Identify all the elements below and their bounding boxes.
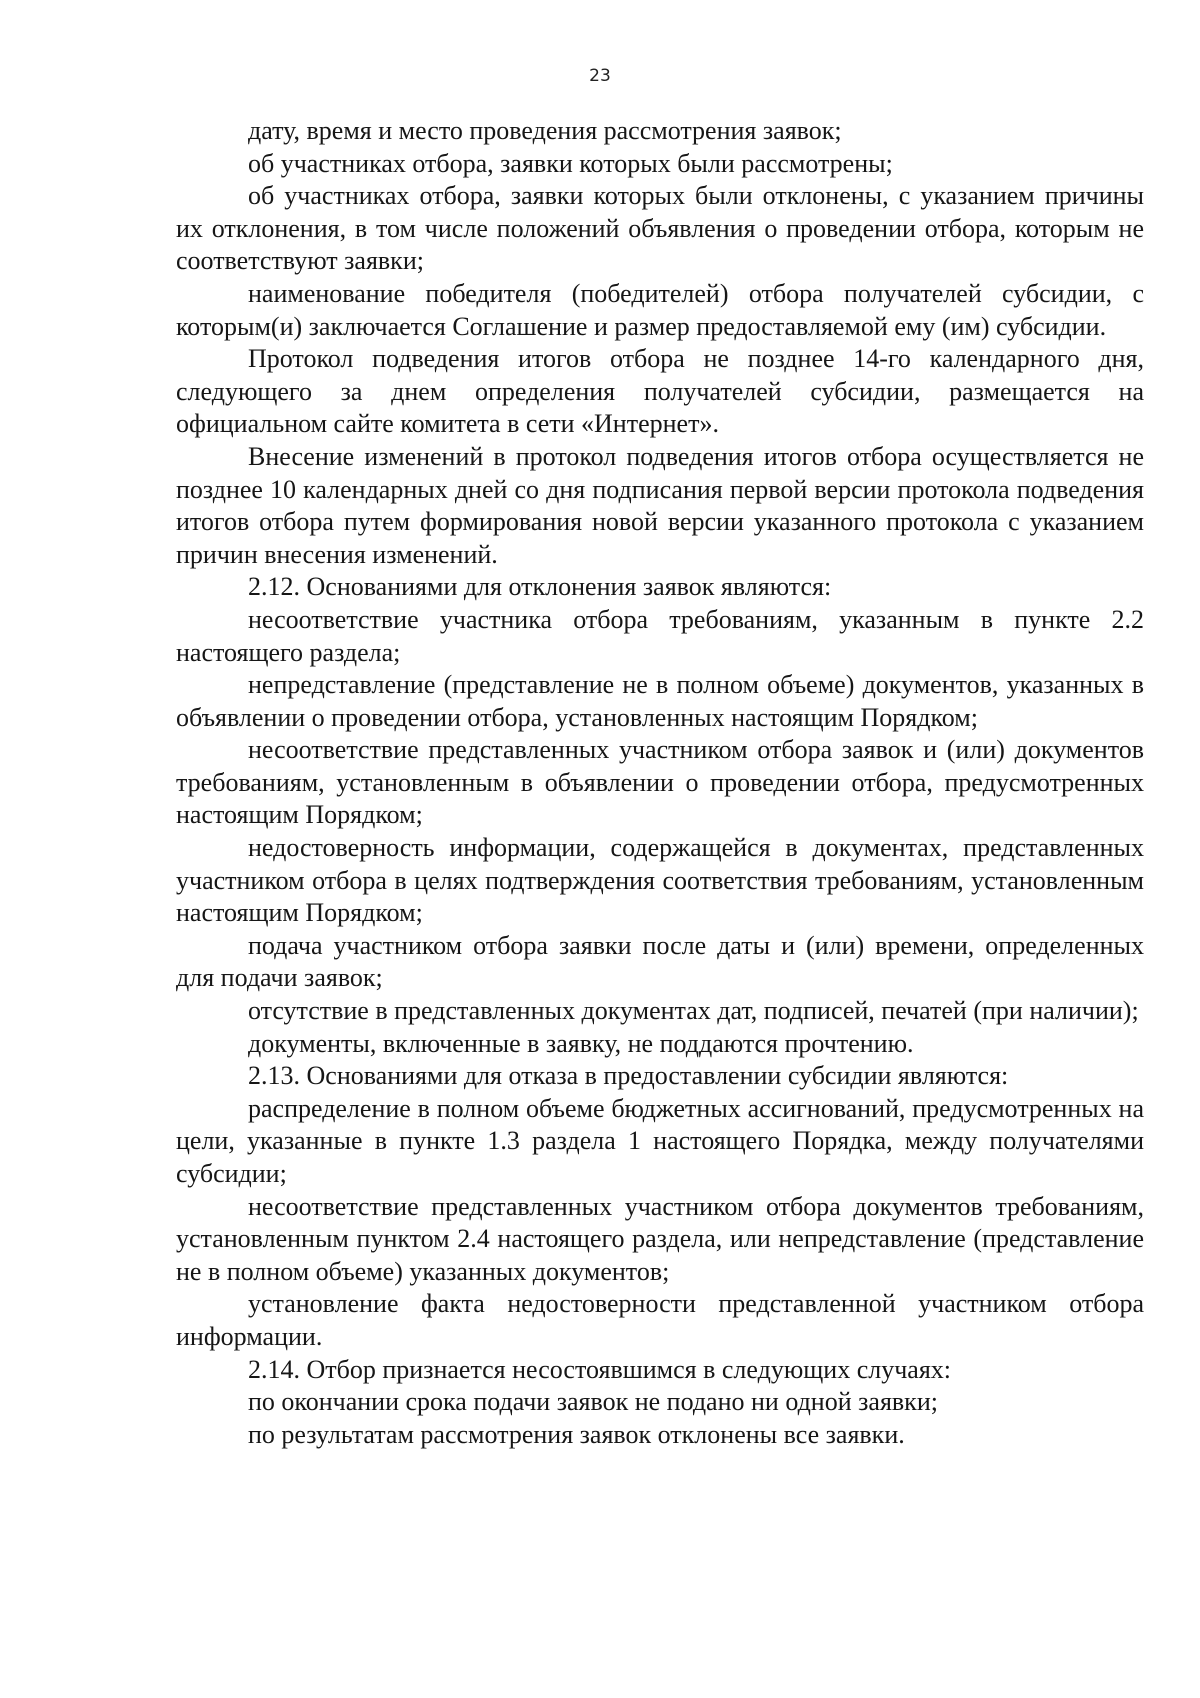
paragraph: дату, время и место проведения рассмотрения заявок; [248,116,842,145]
list-item: несоответствие представленных участником отбора заявок и (или) документов требованиям, установленным в объявлении о проведении отбора, предусмотренных настоящим Порядком; [176,735,1144,830]
page-number: 23 [589,66,611,86]
paragraph: Внесение изменений в протокол подведения итогов отбора осуществляется не позднее 10 календарных дней со дня подписания первой версии протокола подведения итогов отбора путем формирования новой версии указанного протокола с указанием причин внесения изменений. [176,441,1144,569]
paragraph: наименование победителя (победителей) отбора получателей субсидии, с которым(и) заключается Соглашение и размер предоставляемой ему (им) субсидии. [176,278,1144,341]
list-item: отсутствие в представленных документах дат, подписей, печатей (при наличии); [248,996,1139,1026]
list-item: недостоверность информации, содержащейся в документах, представленных участником отбора в целях подтверждения соответствия требованиям, установленным настоящим Порядком; [176,833,1144,928]
list-item: по окончании срока подачи заявок не подано ни одной заявки; [248,1387,938,1417]
paragraph: Протокол подведения итогов отбора не позднее 14-го календарного дня, следующего за днем определения получателей субсидии, размещается на официальном сайте комитета в сети «Интернет». [176,344,1144,439]
list-item: установление факта недостоверности представленной участником отбора информации. [176,1289,1144,1351]
paragraph: об участниках отбора, заявки которых были рассмотрены; [248,148,893,178]
section-heading-2-14: 2.14. Отбор признается несостоявшимся в следующих случаях: [248,1354,952,1384]
list-item: документы, включенные в заявку, не поддаются прочтению. [248,1028,914,1058]
list-item: подача участником отбора заявки после даты и (или) времени, определенных для подачи заявок; [176,930,1144,993]
list-item: распределение в полном объеме бюджетных ассигнований, предусмотренных на цели, указанные в пункте 1.3 раздела 1 настоящего Порядка, между получателями субсидии; [176,1093,1144,1188]
list-item: по результатам рассмотрения заявок отклонены все заявки. [248,1419,905,1449]
paragraph: об участниках отбора, заявки которых были отклонены, с указанием причины их отклонения, в том числе положений объявления о проведении отбора, которым не соответствуют заявки; [176,181,1144,276]
list-item: непредставление (представление не в полном объеме) документов, указанных в объявлении о проведении отбора, установленных настоящим Порядком; [176,670,1144,732]
document-body [176,115,1144,1451]
list-item: несоответствие представленных участником отбора документов требованиям, установленным пунктом 2.4 настоящего раздела, или непредставление (представление не в полном объеме) указанных документов; [176,1191,1144,1286]
section-heading-2-12: 2.12. Основаниями для отклонения заявок являются: [248,572,832,602]
section-heading-2-13: 2.13. Основаниями для отказа в предоставлении субсидии являются: [248,1061,1009,1091]
list-item: несоответствие участника отбора требованиям, указанным в пункте 2.2 настоящего раздела; [176,604,1144,667]
